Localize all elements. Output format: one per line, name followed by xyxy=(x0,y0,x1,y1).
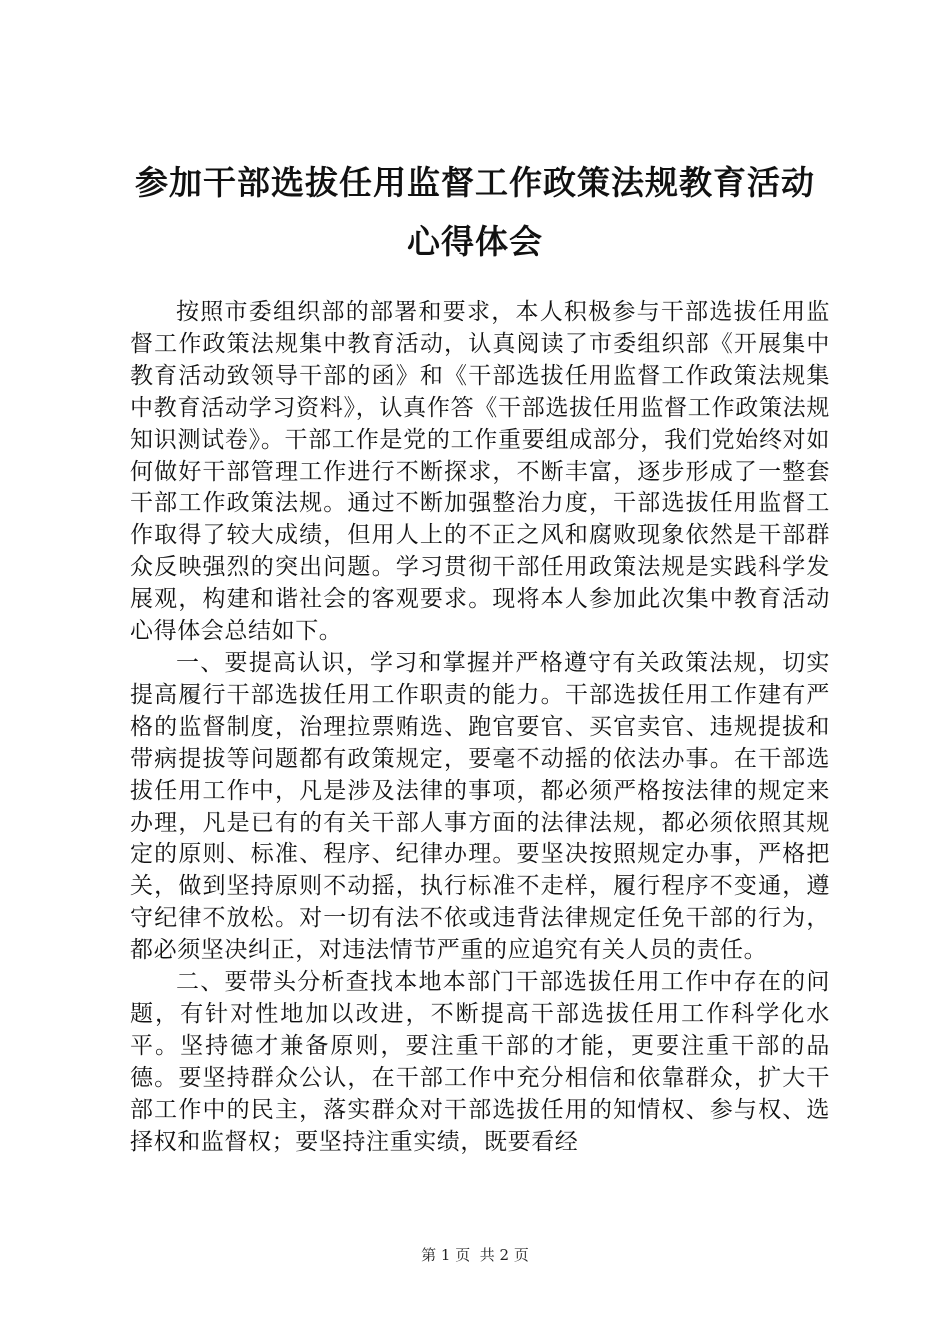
document-title-line-1: 参加干部选拔任用监督工作政策法规教育活动 xyxy=(135,163,815,202)
body-paragraph-section-2: 二、要带头分析查找本地本部门干部选拔任用工作中存在的问题，有针对性地加以改进，不断提高干部选拔任用工作科学化水平。坚持德才兼备原则，要注重干部的才能，更要注重干部的品德。要坚持群众公认，在干部工作中充分相信和依靠群众，扩大干部工作中的民主，落实群众对干部选拔任用的知情权、参与权、选择权和监督权；要坚持注重实绩，既要看经 xyxy=(130,969,830,1155)
document-title-line-2: 心得体会 xyxy=(407,222,543,261)
body-paragraph-intro: 按照市委组织部的部署和要求，本人积极参与干部选拔任用监督工作政策法规集中教育活动，认真阅读了市委组织部《开展集中教育活动致领导干部的函》和《干部选拔任用监督工作政策法规集中教育活动学习资料》，认真作答《干部选拔任用监督工作政策法规知识测试卷》。干部工作是党的工作重要组成部分，我们党始终对如何做好干部管理工作进行不断探求，不断丰富，逐步形成了一整套干部工作政策法规。通过不断加强整治力度，干部选拔任用监督工作取得了较大成绩，但用人上的不正之风和腐败现象依然是干部群众反映强烈的突出问题。学习贯彻干部任用政策法规是实践科学发展观，构建和谐社会的客观要求。现将本人参加此次集中教育活动心得体会总结如下。 xyxy=(130,299,830,645)
body-paragraph-section-1: 一、要提高认识，学习和掌握并严格遵守有关政策法规，切实提高履行干部选拔任用工作职责的能力。干部选拔任用工作建有严格的监督制度，治理拉票贿选、跑官要官、买官卖官、违规提拔和带病提拔等问题都有政策规定，要毫不动摇的依法办事。在干部选拔任用工作中，凡是涉及法律的事项，都必须严格按法律的规定来办理，凡是已有的有关干部人事方面的法律法规，都必须依照其规定的原则、标准、程序、纪律办理。要坚决按照规定办事，严格把关，做到坚持原则不动摇，执行标准不走样，履行程序不变通，遵守纪律不放松。对一切有法不依或违背法律规定任免干部的行为，都必须坚决纠正，对违法情节严重的应追究有关人员的责任。 xyxy=(130,649,830,964)
page-total: 共 2 页 xyxy=(479,1246,529,1264)
page-number: 第 1 页 xyxy=(421,1246,471,1264)
document-body xyxy=(130,297,830,1158)
page-footer xyxy=(0,1245,950,1265)
